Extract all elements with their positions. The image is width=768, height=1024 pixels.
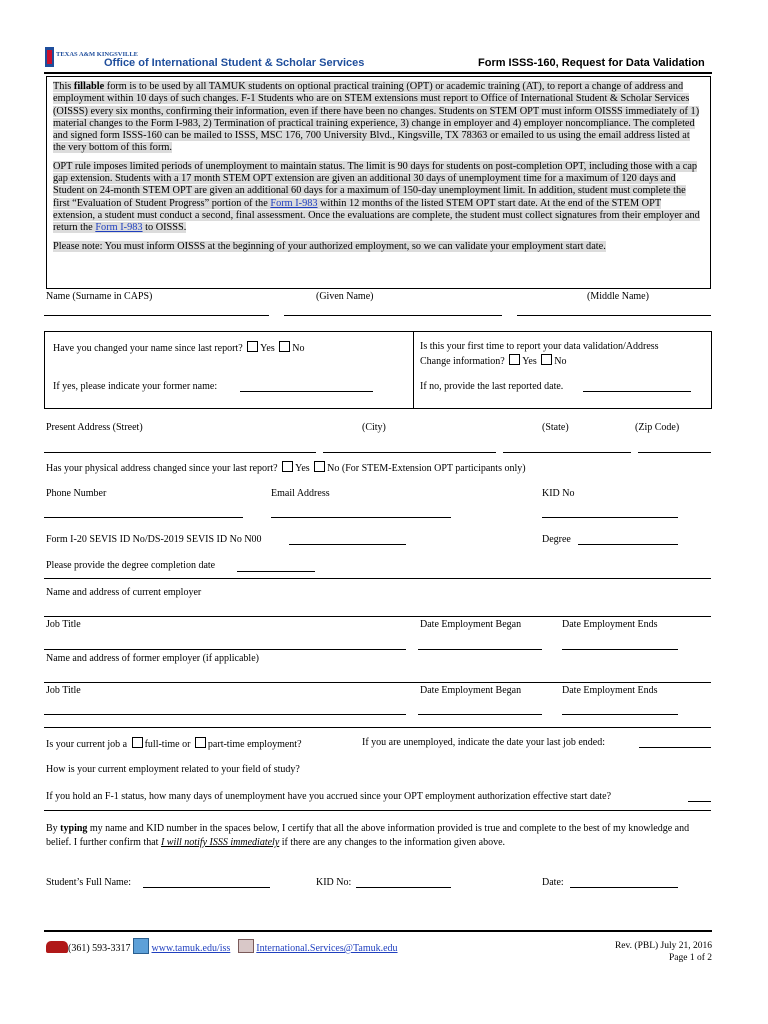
given-name-input[interactable] [284,315,502,316]
unemployment-days-input[interactable] [688,801,711,802]
instructions-paragraph-1: This fillable form is to be used by all TAMUK students on optional practical training (OPT) or academic training (AT), to report a change of address and employment within 10 days of such changes. F-1 Students who are on STEM extensions must report to Office of International Student & Scholar Services (OISSS) every six months, confirming their information, even if there have been no changes. Students on STEM OPT must inform OISSS immediately of 1) material changes to the Form I-983, 2) Termination of practical training experience, 3) change in employer and 4) employer noncompliance. The completed and signed form ISSS-160 can be mailed to ISSS, MSC 176, 700 University Blvd., Kingsville, TX 78363 or emailed to us using the email address listed at the very bottom of this form. [53,81,700,154]
current-employer-label: Name and address of current employer [46,587,202,598]
former-ends-label: Date Employment Ends [562,685,658,696]
city-label: (City) [362,422,386,433]
former-name-label: If yes, please indicate your former name: [53,381,218,392]
middle-name-label: (Middle Name) [587,291,649,302]
field-relation-label: How is your current employment related to your field of study? [46,764,300,775]
phone-label: Phone Number [46,488,107,499]
first-time-no-checkbox[interactable] [541,354,552,365]
certification-text: By typing my name and KID number in the spaces below, I certify that all the above information provided is true and complete to the best of my knowledge and belief. I further confirm that I will notify ISSS immediately if there are any changes to the information given above. [46,823,690,848]
kid-input[interactable] [542,517,678,518]
first-time-yes-checkbox[interactable] [509,354,520,365]
current-ends-input[interactable] [562,649,678,650]
former-employer-label: Name and address of former employer (if applicable) [46,653,259,664]
phone-icon [46,941,68,953]
logo-text-line1: TEXAS A&M KINGSVILLE [56,51,138,58]
degree-label: Degree [542,534,571,545]
footer-contact [46,938,398,954]
surname-label: Name (Surname in CAPS) [46,291,153,302]
given-name-label: (Given Name) [316,291,374,302]
former-job-title-input[interactable] [44,714,406,715]
current-job-title-label: Job Title [46,619,81,630]
current-began-label: Date Employment Began [420,619,522,630]
kid-label: KID No [542,488,575,499]
unemployment-days-label: If you hold an F-1 status, how many days of unemployment have you accrued since your OPT employment authorization effective start date? [46,791,612,802]
globe-icon [133,938,149,954]
former-job-title-label: Job Title [46,685,81,696]
website-link[interactable]: www.tamuk.edu/iss [151,943,231,954]
email-label: Email Address [271,488,330,499]
unemployed-date-label: If you are unemployed, indicate the date your last job ended: [362,737,605,748]
first-time-question-line2: Change information? Yes No [420,356,567,367]
address-changed-yes-checkbox[interactable] [282,461,293,472]
instructions-paragraph-3: Please note: You must inform OISSS at the beginning of your authorized employment, so we can validate your employment start date. [53,240,606,252]
middle-name-input[interactable] [517,315,711,316]
job-type-question: Is your current job a full-time or part-time employment? [46,739,302,750]
last-reported-date-label: If no, provide the last reported date. [420,381,564,392]
phone-input[interactable] [44,517,243,518]
footer-divider [44,930,712,932]
completion-date-input[interactable] [237,571,315,572]
office-title: Office of International Student & Scholar Services [104,57,365,69]
instructions-box [46,76,711,289]
divider-3 [44,810,711,811]
sevis-input[interactable] [289,544,406,545]
former-began-label: Date Employment Began [420,685,522,696]
former-began-input[interactable] [418,714,542,715]
full-name-input[interactable] [143,887,270,888]
former-name-input[interactable] [240,391,373,392]
part-time-checkbox[interactable] [195,737,206,748]
current-job-title-input[interactable] [44,649,406,650]
form-i983-link[interactable]: Form I-983 [270,197,318,209]
zip-input[interactable] [638,452,711,453]
page-number: Page 1 of 2 [668,953,712,963]
box-divider [413,331,414,408]
surname-input[interactable] [44,315,269,316]
email-link[interactable]: International.Services@Tamuk.edu [256,943,398,954]
address-changed-question: Has your physical address changed since your last report? Yes No (For STEM-Extension OPT participants only) [46,463,526,474]
address-changed-no-checkbox[interactable] [314,461,325,472]
former-employer-input[interactable] [44,682,711,683]
divider-1 [44,578,711,579]
first-time-question-line1: Is this your first time to report your data validation/Address [420,341,659,352]
form-i983-link-2[interactable]: Form I-983 [95,222,143,234]
street-label: Present Address (Street) [46,422,143,433]
former-ends-input[interactable] [562,714,678,715]
current-ends-label: Date Employment Ends [562,619,658,630]
state-input[interactable] [503,452,631,453]
header-divider [44,72,712,74]
tamuk-logo [45,47,138,69]
divider-2 [44,727,711,728]
footer-meta [615,940,712,964]
footer-phone: (361) 593-3317 [68,943,131,954]
degree-input[interactable] [578,544,678,545]
unemployed-date-input[interactable] [639,747,711,748]
name-change-yes-checkbox[interactable] [247,341,258,352]
full-time-checkbox[interactable] [132,737,143,748]
name-change-no-checkbox[interactable] [279,341,290,352]
name-change-question: Have you changed your name since last report? Yes No [53,343,305,354]
sig-date-label: Date: [542,877,564,888]
street-input[interactable] [44,452,316,453]
sevis-label: Form I-20 SEVIS ID No/DS-2019 SEVIS ID No N00 [46,534,262,545]
sig-date-input[interactable] [570,887,678,888]
last-reported-date-input[interactable] [583,391,691,392]
full-name-label: Student’s Full Name: [46,877,131,888]
revision-text: Rev. (PBL) July 21, 2016 [614,941,712,951]
current-began-input[interactable] [418,649,542,650]
instructions-paragraph-2: OPT rule imposes limited periods of unemployment to maintain status. The limit is 90 days for students on post-completion OPT, including those with a cap gap extension. Students with a 17 month STEM OPT extension are given an additional 30 days of unemployment time for a maximum of 120 days and Student on 24-month STEM OPT are given an additional 60 days for a maximum of 150-day unemployment limit. In addition, student must complete the first “Evaluation of Student Progress” portion of the Form I-983 within 12 months of the listed STEM OPT start date. At the end of the STEM OPT extension, a student must conduct a second, final assessment. Once the evaluations are complete, the student must collect signatures from their employer and return the Form I-983 to OISSS. [53,160,700,234]
state-label: (State) [542,422,569,433]
email-input[interactable] [271,517,451,518]
current-employer-input[interactable] [44,616,711,617]
sig-kid-label: KID No: [316,877,352,888]
zip-label: (Zip Code) [635,422,680,433]
city-input[interactable] [323,452,496,453]
mail-icon [238,939,254,953]
completion-date-label: Please provide the degree completion date [46,560,216,571]
sig-kid-input[interactable] [356,887,451,888]
form-title: Form ISSS-160, Request for Data Validation [478,57,705,69]
